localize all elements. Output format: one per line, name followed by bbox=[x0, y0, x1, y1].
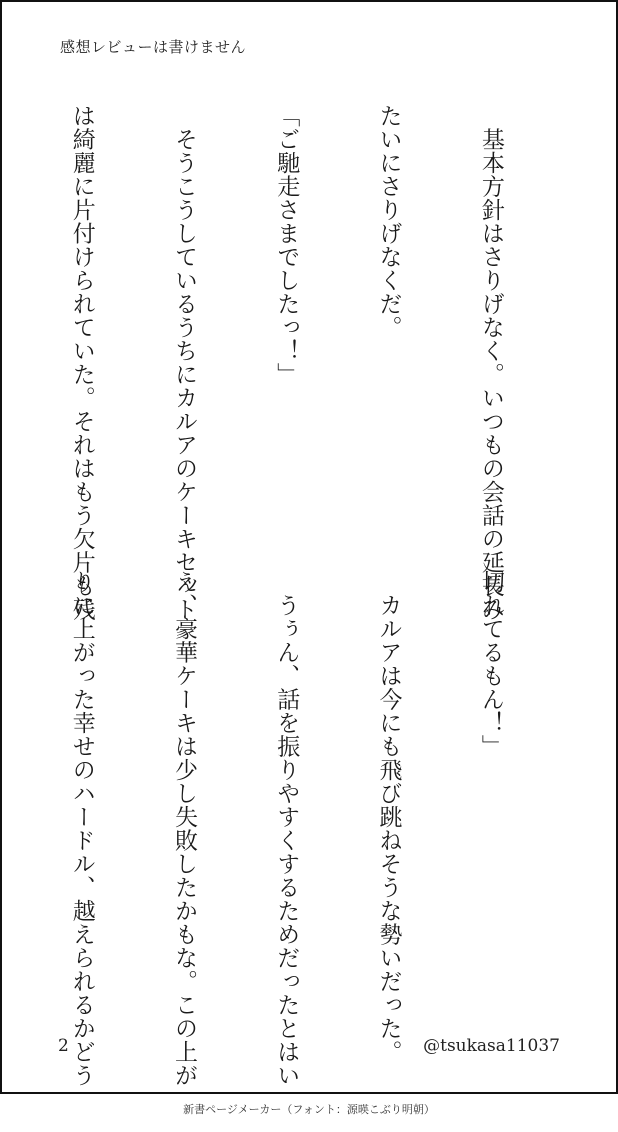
text-column: そうこうしているうちにカルアのケーキセット bbox=[170, 104, 197, 621]
text-column: 基本方針はさりげなく。いつもの会話の延長み bbox=[477, 104, 504, 621]
footer-credit: 新書ページメーカー（フォント：源暎こぶり明朝） bbox=[183, 1103, 435, 1116]
page-number: 2 bbox=[58, 1036, 69, 1056]
text-column: うぅん、話を振りやすくするためだったとはい bbox=[273, 570, 300, 1087]
text-column: カルアは今にも飛び跳ねそうな勢いだった。 bbox=[375, 570, 402, 1064]
text-column: りに上がった幸せのハードル、越えられるかどう bbox=[68, 570, 95, 1087]
text-column: たいにさりげなくだ。 bbox=[375, 104, 402, 339]
author-handle: @tsukasa11037 bbox=[423, 1036, 560, 1056]
text-column: え、豪華ケーキは少し失敗したかもな。この上が bbox=[170, 570, 197, 1087]
upper-text-block bbox=[0, 104, 576, 621]
page-header: 感想レビューは書けません bbox=[60, 38, 247, 56]
text-column: は綺麗に片付けられていた。それはもう欠片も残 bbox=[68, 104, 95, 621]
text-column: 「ご馳走さまでしたっ！」 bbox=[273, 104, 300, 386]
text-column: 切れてるもん！」 bbox=[477, 570, 504, 758]
